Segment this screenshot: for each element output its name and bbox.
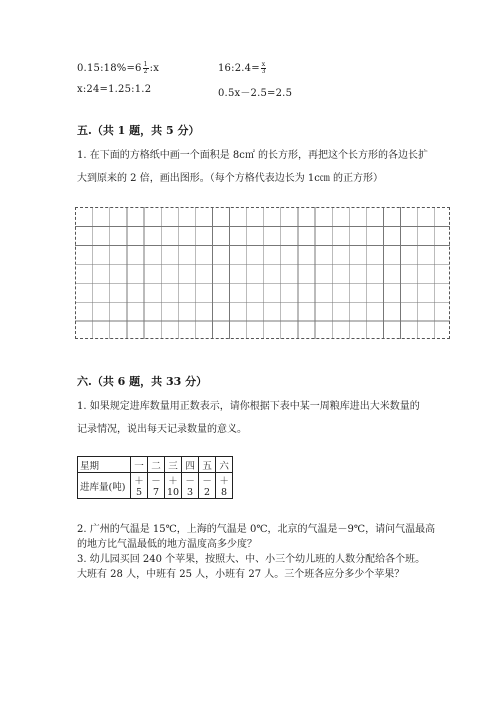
table-day-cell: 六 [216,457,233,473]
equation-4: 0.5x－2.5=2.5 [218,88,293,99]
table-day-cell: 一 [131,457,148,473]
table-day-cell: 三 [165,457,182,473]
table-row-label: 进库量(吨) [78,473,131,499]
equation-1-left: 0.15:18%=6 [77,63,142,74]
section-5-question-1-line-2: 大到原来的 2 倍，画出图形。（每个方格代表边长为 1c㎝ 的正方形） [77,173,384,184]
section-6-question-2-line-2: 的地方比气温最低的地方温度高多少度？ [77,539,257,550]
grain-supply-table [77,456,233,499]
section-6-question-1-line-2: 记录情况，说出每天记录数量的意义。 [77,424,247,435]
table-day-cell: 二 [148,457,165,473]
table-value-cell: －3 [182,473,199,499]
fraction-denominator: 3 [261,68,266,75]
section-6-question-1-line-1: 1. 如果规定进库数量用正数表示，请你根据下表中某一周粮库进出大米数量的 [77,401,420,412]
equation-1-right: :x [149,63,160,74]
equation-2-fraction [261,62,267,75]
drawing-grid[interactable] [75,207,450,339]
section-6-title: 六.（共 6 题，共 33 分） [77,375,208,388]
fraction-denominator: 2 [143,68,148,75]
table-row [78,457,233,473]
fraction-numerator: 1 [143,61,148,68]
table-value-cell: －7 [148,473,165,499]
table-value-cell: －2 [199,473,216,499]
table-day-cell: 四 [182,457,199,473]
section-6-question-2-line-1: 2. 广州的气温是 15℃，上海的气温是 0℃，北京的气温是－9℃，请问气温最高 [77,524,436,535]
section-6-question-3-line-2: 大班有 28 人，中班有 25 人，小班有 27 人。三个班各应分多少个苹果？ [77,569,405,580]
table-header-label: 星期 [78,457,131,473]
table-value-cell: ＋10 [165,473,182,499]
equation-1-fraction [143,62,149,75]
table-row [78,473,233,499]
equation-2 [218,62,267,75]
table-value-cell: ＋8 [216,473,233,499]
section-5-question-1-line-1: 1. 在下面的方格纸中画一个面积是 8c㎡ 的长方形，再把这个长方形的各边长扩 [77,150,429,161]
table-value-cell: ＋5 [131,473,148,499]
table-day-cell: 五 [199,457,216,473]
section-6-question-3-line-1: 3. 幼儿园买回 240 个苹果，按照大、中、小三个幼儿班的人数分配给各个班。 [77,554,426,565]
equation-2-left: 16:2.4= [218,63,260,74]
equation-3: x:24=1.25:1.2 [77,84,152,95]
section-5-title: 五.（共 1 题，共 5 分） [77,124,200,137]
equation-1 [77,62,159,75]
fraction-numerator: x [261,61,266,68]
